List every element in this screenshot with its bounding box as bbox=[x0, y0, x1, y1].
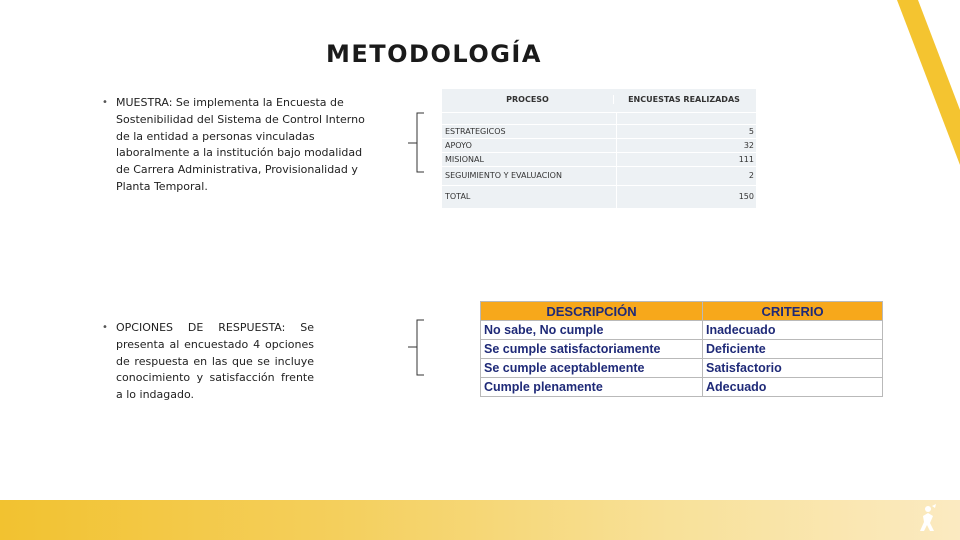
bottom-accent-bar bbox=[0, 500, 960, 540]
cell-criterio: Deficiente bbox=[703, 340, 883, 359]
cell-total-valor: 150 bbox=[738, 192, 754, 201]
institution-logo-icon bbox=[914, 503, 940, 537]
cell-descripcion: Se cumple aceptablemente bbox=[481, 359, 703, 378]
cell-descripcion: Cumple plenamente bbox=[481, 378, 703, 397]
cell-proceso: SEGUIMIENTO Y EVALUACION bbox=[442, 167, 617, 185]
brace-icon bbox=[404, 319, 426, 377]
header-encuestas: ENCUESTAS REALIZADAS bbox=[628, 95, 740, 104]
slide-title: METODOLOGÍA bbox=[326, 40, 542, 68]
cell-valor: 2 bbox=[748, 171, 754, 180]
bullet-marker: • bbox=[102, 322, 108, 333]
table-row bbox=[442, 153, 756, 167]
table-row bbox=[442, 139, 756, 153]
bullet-opciones-respuesta bbox=[102, 320, 314, 404]
table-row bbox=[481, 340, 883, 359]
survey-table-header bbox=[442, 89, 756, 113]
header-criterio: CRITERIO bbox=[703, 302, 883, 321]
cell-total-label: TOTAL bbox=[442, 186, 617, 208]
criteria-table-header bbox=[481, 302, 883, 321]
table-row bbox=[481, 359, 883, 378]
header-descripcion: DESCRIPCIÓN bbox=[481, 302, 703, 321]
cell-valor: 5 bbox=[748, 127, 754, 136]
cell-proceso: ESTRATEGICOS bbox=[442, 125, 617, 138]
bullet-opciones-text: OPCIONES DE RESPUESTA: Se presenta al encuestado 4 opciones de respuesta en las que se incluye conocimiento y satisfacción frente a lo indagado. bbox=[116, 321, 314, 402]
header-proceso: PROCESO bbox=[442, 95, 614, 104]
table-row bbox=[442, 167, 756, 186]
cell-criterio: Adecuado bbox=[703, 378, 883, 397]
cell-proceso: MISIONAL bbox=[442, 153, 617, 166]
table-row-total bbox=[442, 186, 756, 209]
survey-table bbox=[442, 89, 756, 209]
bullet-muestra bbox=[102, 95, 368, 196]
cell-proceso: APOYO bbox=[442, 139, 617, 152]
criteria-table bbox=[480, 301, 883, 397]
survey-table-spacer bbox=[442, 113, 756, 125]
cell-descripcion: No sabe, No cumple bbox=[481, 321, 703, 340]
table-row bbox=[481, 378, 883, 397]
cell-valor: 32 bbox=[743, 141, 754, 150]
cell-descripcion: Se cumple satisfactoriamente bbox=[481, 340, 703, 359]
brace-icon bbox=[404, 112, 426, 174]
cell-criterio: Satisfactorio bbox=[703, 359, 883, 378]
table-row bbox=[481, 321, 883, 340]
bullet-marker: • bbox=[102, 97, 108, 108]
cell-valor: 111 bbox=[738, 155, 754, 164]
cell-criterio: Inadecuado bbox=[703, 321, 883, 340]
bullet-muestra-text: MUESTRA: Se implementa la Encuesta de Sostenibilidad del Sistema de Control Interno de la entidad a personas vinculadas laboralmente a la institución bajo modalidad de Carrera Administrativa, Provisionalidad y Planta Temporal. bbox=[116, 96, 365, 193]
table-row bbox=[442, 125, 756, 139]
